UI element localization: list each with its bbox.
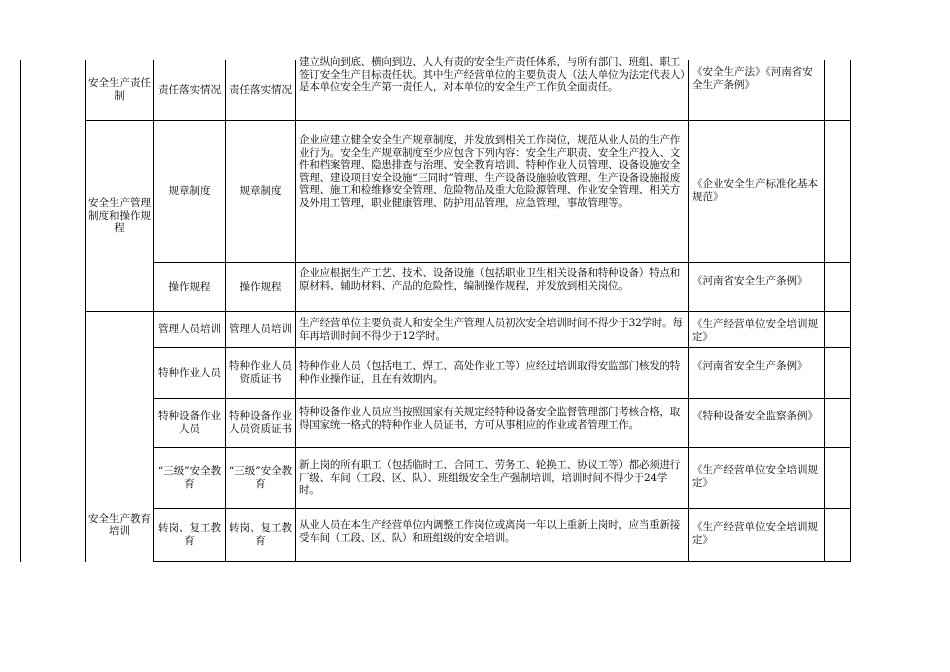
requirement-text-cell: 新上岗的所有职工（包括临时工、合同工、劳务工、轮换工、协议工等）都必须进行厂级、车间（工段、区、队）、班组级安全生产强制培训，培训时间不得少于24学时。 — [299, 459, 681, 497]
requirement-text-cell: 企业应根据生产工艺、技术、设备设施（包括职业卫生相关设备和特种设备）特点和原材料、辅助材料、产品的危险性，编制操作规程，并发放到相关岗位。 — [299, 267, 681, 292]
source-cell: 《特种设备安全监察条例》 — [692, 410, 818, 422]
col-line-g — [850, 60, 851, 562]
row-line-8 — [153, 561, 850, 562]
source-cell: 《生产经营单位安全培训规定》 — [692, 464, 818, 489]
outer-left-border — [20, 60, 21, 562]
subitem-cell: 转岗、复工教育 — [229, 522, 292, 547]
item-cell: 特种作业人员 — [158, 366, 221, 379]
source-cell: 《生产经营单位安全培训规定》 — [692, 318, 818, 343]
subitem-cell: 操作规程 — [239, 280, 282, 293]
item-cell: 规章制度 — [168, 185, 211, 198]
source-cell: 《企业安全生产标准化基本规范》 — [692, 178, 818, 203]
source-cell: 《安全生产法》《河南省安全生产条例》 — [692, 66, 813, 91]
subitem-cell: 管理人员培训 — [229, 323, 292, 336]
subitem-cell: 特种设备作业人员资质证书 — [229, 410, 292, 435]
source-cell: 《生产经营单位安全培训规定》 — [692, 521, 818, 546]
requirement-text-cell: 特种设备作业人员应当按照国家有关规定经特种设备安全监督管理部门考核合格，取得国家统一格式的特种作业人员证书，方可从事相应的作业或者管理工作。 — [299, 406, 681, 431]
requirement-text-cell: 特种作业人员（包括电工、焊工、高处作业工等）应经过培训取得安监部门核发的特种作业操作证，且在有效期内。 — [299, 360, 681, 385]
category-cell: 安全生产责任制 — [88, 77, 151, 102]
requirement-text-cell: 从业人员在本生产经营单位内调整工作岗位或离岗一年以上重新上岗时，应当重新接受车间（工段、区、队）和班组级的安全培训。 — [299, 519, 681, 544]
subitem-cell: “三级”安全教育 — [228, 465, 293, 490]
item-cell: 管理人员培训 — [158, 323, 221, 336]
requirement-text-cell: 建立纵向到底、横向到边、人人有责的安全生产责任体系，与所有部门、班组、职工签订安全生产目标责任状。其中生产经营单位的主要负责人（法人单位为法定代表人）是本单位安全生产第一责任人，对本单位的安全生产工作负全面责任。 — [299, 56, 686, 94]
subitem-cell: 责任落实情况 — [229, 83, 292, 96]
item-cell: 特种设备作业人员 — [158, 410, 221, 435]
item-cell: 责任落实情况 — [158, 83, 221, 96]
item-cell: 转岗、复工教育 — [158, 522, 221, 547]
category-cell: 安全生产教育培训 — [88, 512, 151, 538]
source-cell: 《河南省安全生产条例》 — [692, 275, 808, 287]
requirement-text-cell: 生产经营单位主要负责人和安全生产管理人员初次安全培训时间不得少于32学时。每年再培训时间不得少于12学时。 — [299, 317, 683, 342]
category-cell: 安全生产管理制度和操作规程 — [88, 197, 151, 235]
subitem-cell: 特种作业人员资质证书 — [229, 360, 292, 385]
subitem-cell: 规章制度 — [239, 185, 282, 198]
col-line-f — [824, 60, 825, 562]
item-cell: 操作规程 — [168, 280, 211, 293]
item-cell: “三级”安全教育 — [157, 465, 222, 490]
requirement-text-cell: 企业应建立健全安全生产规章制度，并发放到相关工作岗位，规范从业人员的生产作业行为。安全生产规章制度至少应包含下列内容：安全生产职责、安全生产投入、文件和档案管理、隐患排查与治理、安全教育培训、特种作业人员管理、设备设施安全管理、建设项目安全设施“三同时”管理、生产设备设施验收管理、生产设备设施报废管理、施工和检维修安全管理、危险物品及重大危险源管理、作业安全管理、相关方及外用工管理，职业健康管理、防护用品管理，应急管理，事故管理等。 — [299, 134, 681, 209]
source-cell: 《河南省安全生产条例》 — [692, 360, 808, 372]
